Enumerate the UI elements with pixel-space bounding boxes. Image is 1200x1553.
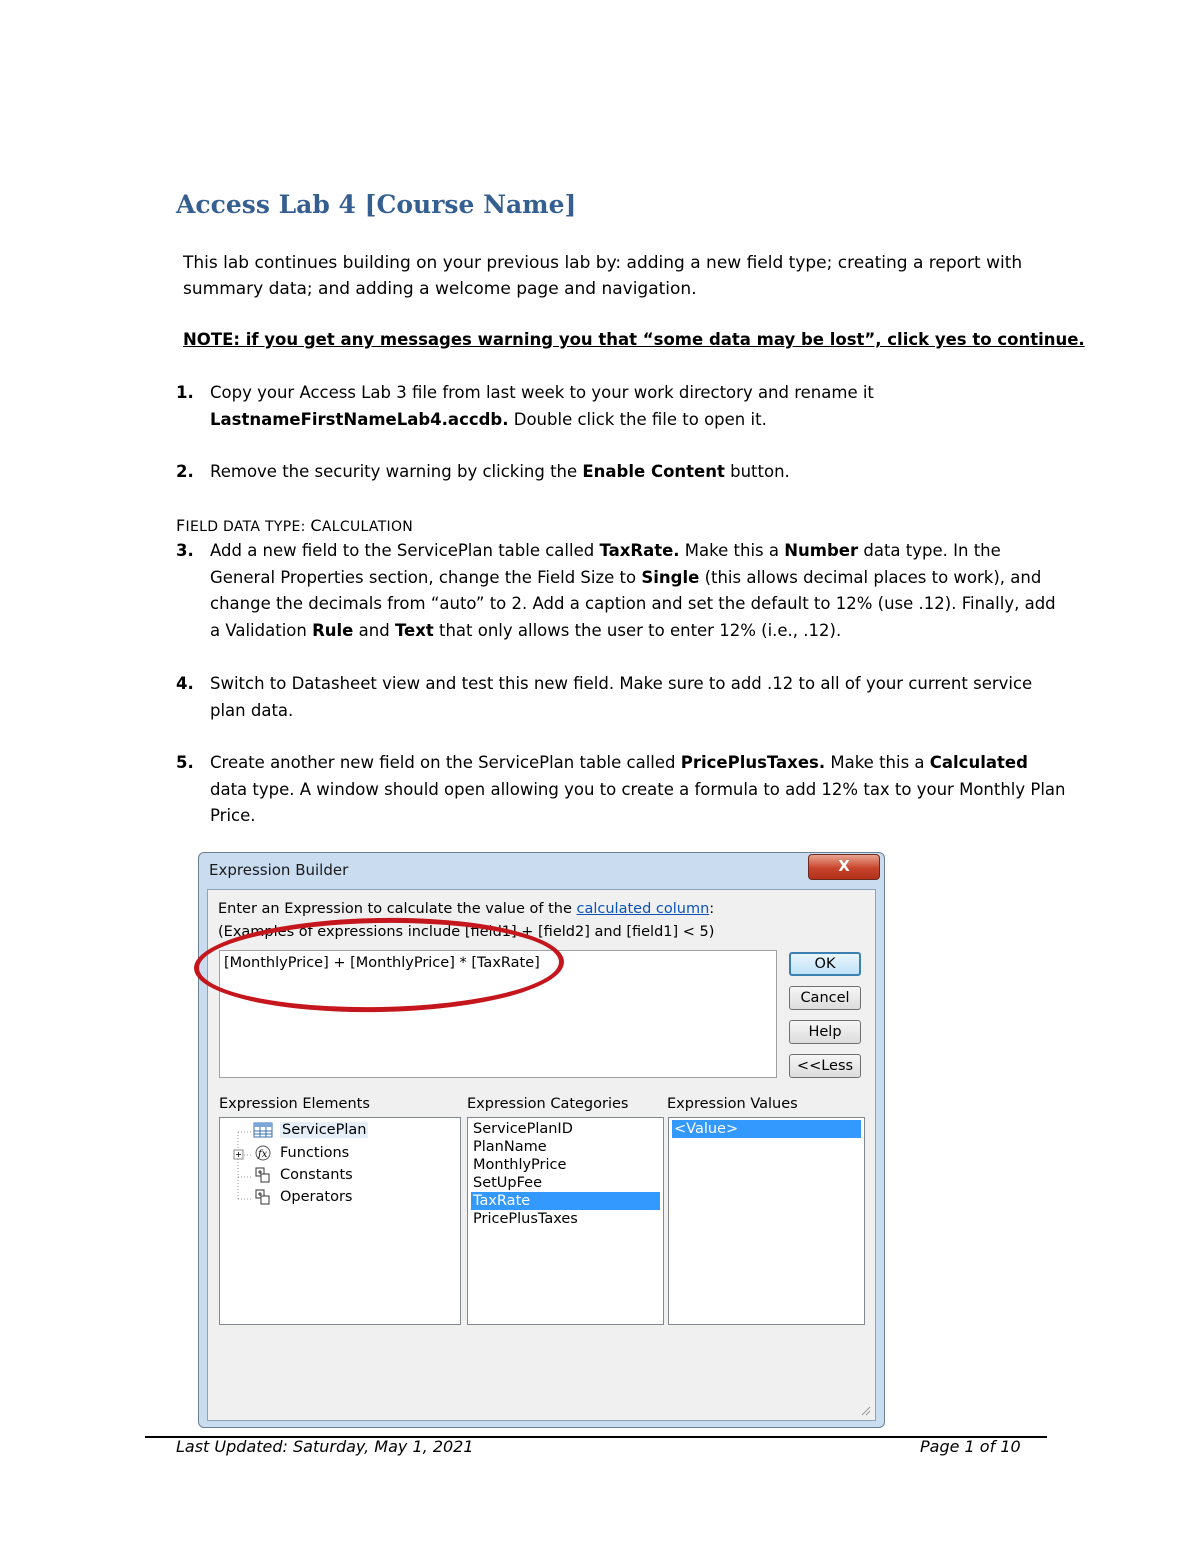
- list-item[interactable]: PlanName: [473, 1139, 547, 1155]
- list-item[interactable]: ServicePlanID: [473, 1121, 573, 1137]
- cancel-button[interactable]: Cancel: [789, 986, 861, 1010]
- values-label: Expression Values: [667, 1096, 798, 1112]
- footer-last-updated: Last Updated: Saturday, May 1, 2021: [176, 1437, 474, 1456]
- section-heading: FIELD DATA TYPE: CALCULATION: [176, 516, 414, 535]
- list-item[interactable]: MonthlyPrice: [473, 1157, 567, 1173]
- help-button[interactable]: Help: [789, 1020, 861, 1044]
- tree-item-serviceplan[interactable]: ServicePlan: [282, 1122, 367, 1138]
- note: NOTE: if you get any messages warning you that “some data may be lost”, click yes to continue.: [183, 330, 1085, 349]
- resize-grip-icon[interactable]: [859, 1404, 871, 1416]
- tree-item-operators[interactable]: Operators: [280, 1189, 353, 1205]
- categories-label: Expression Categories: [467, 1096, 629, 1112]
- function-icon: [253, 1145, 273, 1161]
- table-icon: [253, 1122, 273, 1138]
- list-item-selected[interactable]: <Value>: [672, 1120, 861, 1138]
- dialog-prompt: Enter an Expression to calculate the value of the calculated column: (Examples of expressions include [field1] + [field2] and [field1] < 5): [218, 901, 715, 940]
- less-button[interactable]: <<Less: [789, 1054, 861, 1078]
- constants-icon: [253, 1167, 273, 1183]
- step-5: 5. Create another new field on the ServicePlan table called PricePlusTaxes. Make this a Calculated data type. A window should open allowing you to create a formula to add 12% tax to your Monthly Plan Price.: [176, 753, 1066, 825]
- list-item[interactable]: PricePlusTaxes: [473, 1211, 578, 1227]
- operators-icon: [253, 1189, 273, 1205]
- svg-text:fx: fx: [258, 1149, 268, 1160]
- expression-input[interactable]: [MonthlyPrice] + [MonthlyPrice] * [TaxRate]: [219, 950, 777, 1078]
- list-item[interactable]: SetUpFee: [473, 1175, 543, 1191]
- expression-elements-tree[interactable]: [219, 1117, 461, 1325]
- step-3: 3. Add a new field to the ServicePlan table called TaxRate. Make this a Number data type. In the General Properties section, change the Field Size to Single (this allows decimal places to work), and change the decimals from “auto” to 2. Add a caption and set the default to 12% (use .12). Finally, add a Validation Rule and Text that only allows the user to enter 12% (i.e., .12).: [176, 541, 1056, 640]
- step-1: 1. Copy your Access Lab 3 file from last week to your work directory and rename it LastnameFirstNameLab4.accdb. Double click the file to open it.: [176, 383, 874, 429]
- calculated-column-link[interactable]: calculated column: [576, 901, 710, 917]
- list-item-selected[interactable]: TaxRate: [471, 1192, 660, 1210]
- step-4: 4. Switch to Datasheet view and test this new field. Make sure to add .12 to all of your current service plan data.: [176, 674, 1033, 720]
- elements-label: Expression Elements: [219, 1096, 370, 1112]
- tree-item-functions[interactable]: Functions: [280, 1145, 350, 1161]
- close-button[interactable]: X: [808, 854, 880, 880]
- step-2: 2. Remove the security warning by clicking the Enable Content button.: [176, 462, 790, 481]
- intro-paragraph: This lab continues building on your previous lab by: adding a new field type; creating a report with summary data; and adding a welcome page and navigation.: [183, 253, 1023, 299]
- tree-item-constants[interactable]: Constants: [280, 1167, 353, 1183]
- expression-values-list[interactable]: [668, 1117, 865, 1325]
- page-title: Access Lab 4 [Course Name]: [176, 190, 577, 219]
- footer-page-number: Page 1 of 10: [920, 1437, 1021, 1456]
- dialog-title: Expression Builder: [209, 861, 349, 879]
- expression-categories-list[interactable]: [467, 1117, 664, 1325]
- ok-button[interactable]: OK: [789, 952, 861, 976]
